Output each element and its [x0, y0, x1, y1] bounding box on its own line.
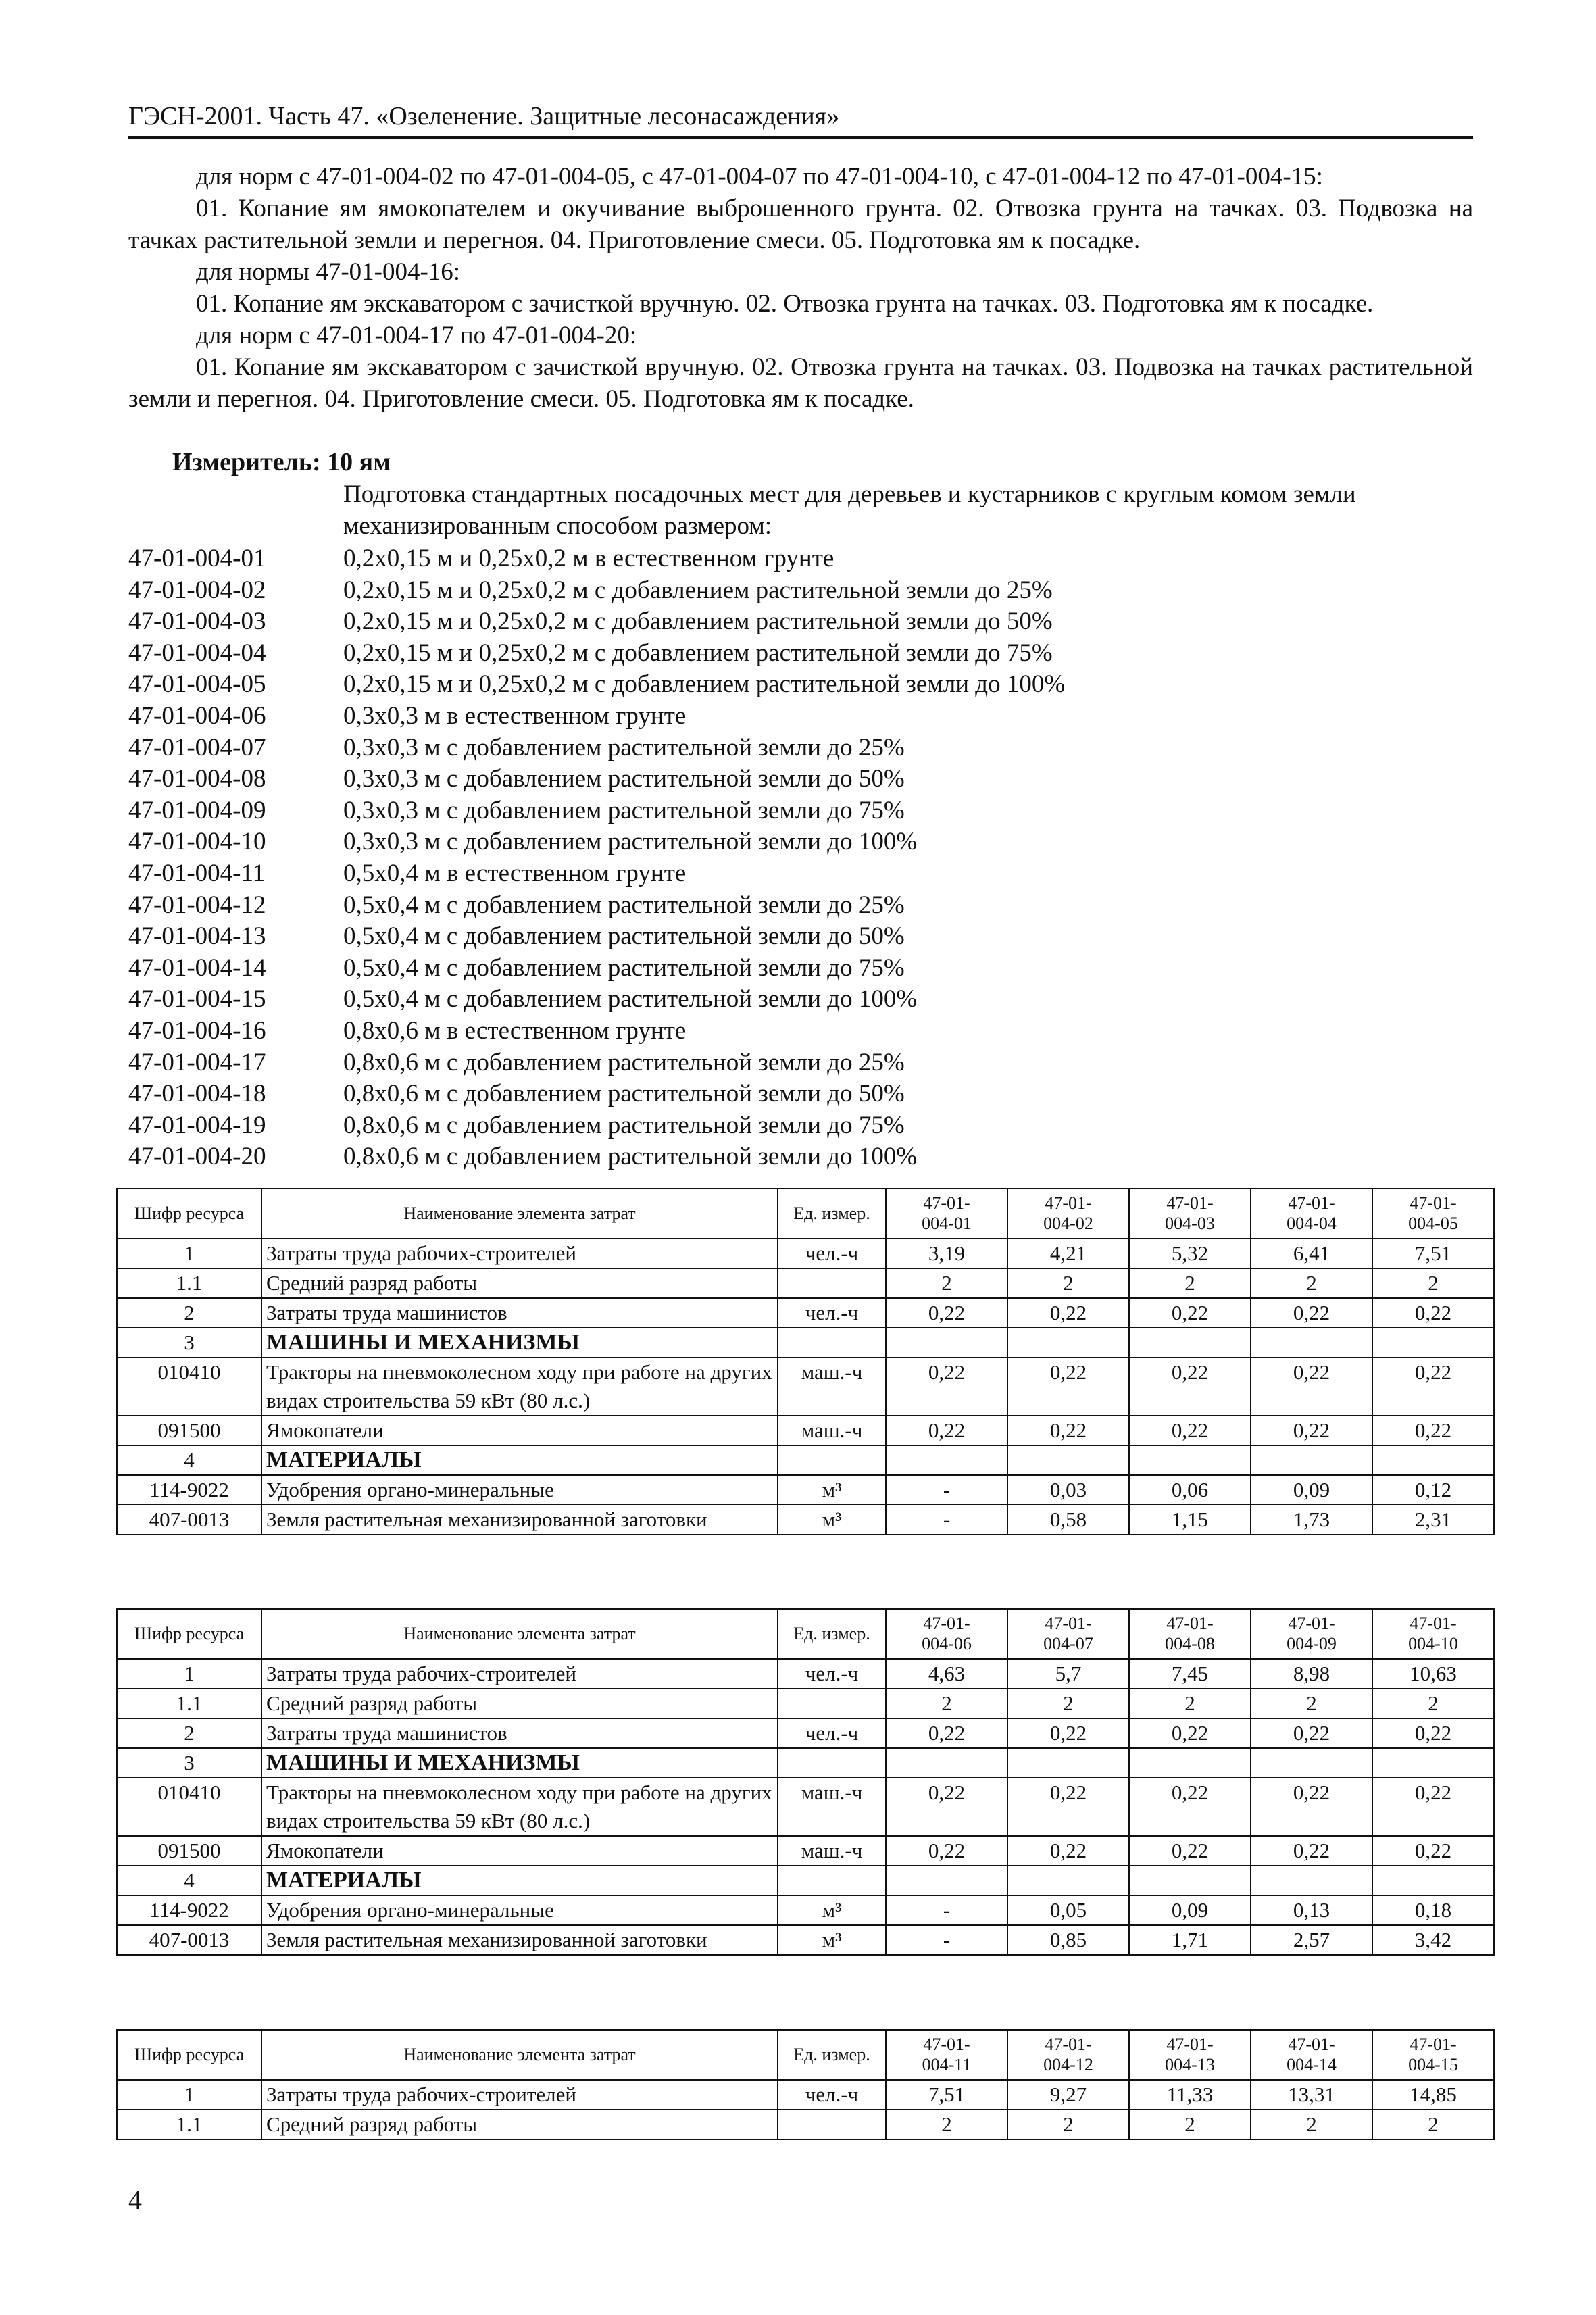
table-row [117, 1866, 1494, 1895]
resource-value: 2 [1007, 1689, 1129, 1718]
norm-code: 47-01-004-02 [128, 576, 266, 604]
resource-unit: маш.-ч [778, 1416, 886, 1445]
resource-value: 0,09 [1251, 1475, 1372, 1505]
norm-code: 47-01-004-04 [128, 639, 266, 667]
table-header-row [117, 2030, 1494, 2080]
resource-value [1007, 1445, 1129, 1475]
norm-text: 0,2x0,15 м и 0,25x0,2 м с добавлением растительной земли до 100% [343, 670, 1066, 699]
header-name: Наименование элемента затрат [261, 2030, 778, 2080]
resource-value: 2 [1129, 1689, 1251, 1718]
work-composition [128, 161, 1473, 415]
norm-row [128, 1110, 1473, 1142]
resource-value [1129, 1866, 1251, 1895]
resource-name: Тракторы на пневмоколесном ходу при работе на других видах строительства 59 кВт (80 л.с.) [261, 1778, 778, 1836]
resource-value: 0,22 [1007, 1358, 1129, 1416]
resource-name: Затраты труда рабочих-строителей [261, 2080, 778, 2110]
resource-value: 6,41 [1251, 1239, 1372, 1268]
resource-unit [778, 1748, 886, 1778]
resource-name: Ямокопатели [261, 1836, 778, 1866]
resource-value [1251, 1866, 1372, 1895]
table-row [117, 1505, 1494, 1535]
resource-name: Затраты труда машинистов [261, 1718, 778, 1748]
resource-value: 4,21 [1007, 1239, 1129, 1268]
resource-unit: м³ [778, 1895, 886, 1925]
header-norm-code: 47-01- 004-01 [886, 1189, 1007, 1239]
resource-value: 0,03 [1007, 1475, 1129, 1505]
norm-text: 0,2x0,15 м и 0,25x0,2 м с добавлением растительной земли до 50% [343, 607, 1053, 636]
resource-value: 2 [1007, 1268, 1129, 1298]
intro-line: для норм с 47-01-004-17 по 47-01-004-20: [196, 322, 637, 349]
resource-value [1129, 1748, 1251, 1778]
norm-row [128, 701, 1473, 732]
intro-line: для норм с 47-01-004-02 по 47-01-004-05, с 47-01-004-07 по 47-01-004-10, с 47-01-004-12 по 47-01-004-15: [196, 163, 1323, 191]
norm-text: 0,2x0,15 м и 0,25x0,2 м с добавлением растительной земли до 25% [343, 576, 1053, 604]
norm-code: 47-01-004-05 [128, 670, 266, 699]
resource-unit: м³ [778, 1925, 886, 1955]
resource-value: 0,22 [1251, 1416, 1372, 1445]
resource-value: 14,85 [1372, 2080, 1494, 2110]
header-code: Шифр ресурса [117, 2030, 261, 2080]
table-header-row [117, 1189, 1494, 1239]
resource-value: 0,22 [1007, 1298, 1129, 1328]
header-name: Наименование элемента затрат [261, 1189, 778, 1239]
resource-value: 1,73 [1251, 1505, 1372, 1535]
resource-code: 4 [117, 1445, 261, 1475]
resource-value [1251, 1748, 1372, 1778]
table-row [117, 1778, 1494, 1836]
norm-code: 47-01-004-14 [128, 953, 266, 982]
header-unit: Ед. измер. [778, 1189, 886, 1239]
resource-value [1372, 1328, 1494, 1358]
resource-value: 0,22 [1251, 1718, 1372, 1748]
norm-code: 47-01-004-20 [128, 1143, 266, 1171]
resource-value: - [886, 1505, 1007, 1535]
resource-unit: маш.-ч [778, 1358, 886, 1416]
resource-name: Средний разряд работы [261, 1689, 778, 1718]
norm-row [128, 890, 1473, 922]
resource-code: 1 [117, 2080, 261, 2110]
intro-line: для нормы 47-01-004-16: [196, 258, 461, 286]
header-code: Шифр ресурса [117, 1609, 261, 1659]
header-norm-code: 47-01- 004-04 [1251, 1189, 1372, 1239]
resource-unit: м³ [778, 1475, 886, 1505]
intro-line: 01. Копание ям экскаватором с зачисткой вручную. 02. Отвозка грунта на тачках. 03. Подвозка на тачках растительной земли и перегноя. 04. Приготовление смеси. 05. Подготовка ям к посадке. [128, 353, 1473, 413]
norm-row [128, 984, 1473, 1016]
resource-value: 0,22 [1129, 1836, 1251, 1866]
norm-text: 0,3x0,3 м с добавлением растительной земли до 25% [343, 733, 905, 762]
norm-row [128, 543, 1473, 575]
resource-table-1 [116, 1188, 1495, 1535]
measure-unit: Измеритель: 10 ям [172, 448, 391, 476]
resource-value: 1,71 [1129, 1925, 1251, 1955]
resource-value: 0,22 [886, 1416, 1007, 1445]
norm-code: 47-01-004-08 [128, 765, 266, 793]
header-norm-code: 47-01- 004-09 [1251, 1609, 1372, 1659]
norm-row [128, 1016, 1473, 1047]
resource-name: Затраты труда машинистов [261, 1298, 778, 1328]
norm-text: 0,2x0,15 м и 0,25x0,2 м в естественном грунте [343, 545, 834, 572]
resource-name: Тракторы на пневмоколесном ходу при работе на других видах строительства 59 кВт (80 л.с.) [261, 1358, 778, 1416]
resource-value: 0,22 [1007, 1778, 1129, 1836]
table-row [117, 1659, 1494, 1689]
norm-code: 47-01-004-10 [128, 828, 266, 856]
resource-value: 0,22 [1372, 1358, 1494, 1416]
header-norm-code: 47-01- 004-08 [1129, 1609, 1251, 1659]
norm-text: 0,8x0,6 м с добавлением растительной земли до 25% [343, 1048, 905, 1076]
resource-value: 2 [1372, 2110, 1494, 2139]
resource-code: 091500 [117, 1836, 261, 1866]
resource-value: 2 [886, 2110, 1007, 2139]
resource-value: 0,22 [1372, 1416, 1494, 1445]
norm-code: 47-01-004-06 [128, 701, 266, 730]
resource-value: 2 [1129, 2110, 1251, 2139]
header-norm-code: 47-01- 004-02 [1007, 1189, 1129, 1239]
norm-code: 47-01-004-17 [128, 1048, 266, 1076]
resource-code: 3 [117, 1328, 261, 1358]
header-norm-code: 47-01- 004-13 [1129, 2030, 1251, 2080]
resource-unit: чел.-ч [778, 2080, 886, 2110]
norm-row [128, 1141, 1473, 1173]
norm-row [128, 826, 1473, 858]
resource-value: 0,06 [1129, 1475, 1251, 1505]
resource-value: 2 [886, 1689, 1007, 1718]
resource-value: 9,27 [1007, 2080, 1129, 2110]
resource-unit: чел.-ч [778, 1718, 886, 1748]
resource-value: 8,98 [1251, 1659, 1372, 1689]
resource-value: 0,13 [1251, 1895, 1372, 1925]
resource-value: 0,22 [1372, 1836, 1494, 1866]
resource-value: 0,05 [1007, 1895, 1129, 1925]
table-row [117, 1239, 1494, 1268]
norm-code: 47-01-004-09 [128, 796, 266, 824]
norm-text: 0,3x0,3 м с добавлением растительной земли до 50% [343, 765, 905, 793]
resource-name: Земля растительная механизированной заготовки [261, 1505, 778, 1535]
norm-text: 0,8x0,6 м с добавлением растительной земли до 100% [343, 1143, 918, 1171]
resource-unit: чел.-ч [778, 1659, 886, 1689]
resource-code: 2 [117, 1718, 261, 1748]
resource-value: 2 [1372, 1689, 1494, 1718]
norm-code: 47-01-004-07 [128, 733, 266, 762]
table-row [117, 1925, 1494, 1955]
resource-value: 2 [886, 1268, 1007, 1298]
resource-value: 2 [1372, 1268, 1494, 1298]
header-norm-code: 47-01- 004-07 [1007, 1609, 1129, 1659]
resource-code: 114-9022 [117, 1895, 261, 1925]
resource-unit [778, 1689, 886, 1718]
resource-value [1007, 1748, 1129, 1778]
resource-name: Удобрения органо-минеральные [261, 1475, 778, 1505]
norm-code: 47-01-004-18 [128, 1080, 266, 1108]
resource-value: 0,22 [1251, 1358, 1372, 1416]
resource-value: 5,32 [1129, 1239, 1251, 1268]
header-name: Наименование элемента затрат [261, 1609, 778, 1659]
table-row [117, 1689, 1494, 1718]
norm-row [128, 669, 1473, 701]
header-norm-code: 47-01- 004-06 [886, 1609, 1007, 1659]
norm-code: 47-01-004-01 [128, 545, 266, 572]
resource-value [1372, 1748, 1494, 1778]
resource-value: 0,22 [886, 1836, 1007, 1866]
resource-value: 0,22 [1129, 1416, 1251, 1445]
resource-code: 2 [117, 1298, 261, 1328]
resource-value: 0,09 [1129, 1895, 1251, 1925]
resource-unit: маш.-ч [778, 1836, 886, 1866]
table-row [117, 1836, 1494, 1866]
resource-value: 0,22 [1007, 1836, 1129, 1866]
resource-code: 1.1 [117, 2110, 261, 2139]
resource-code: 407-0013 [117, 1505, 261, 1535]
resource-value: 0,22 [1129, 1298, 1251, 1328]
resource-value [1129, 1328, 1251, 1358]
header-norm-code: 47-01- 004-11 [886, 2030, 1007, 2080]
resource-value: 1,15 [1129, 1505, 1251, 1535]
header-norm-code: 47-01- 004-14 [1251, 2030, 1372, 2080]
header-norm-code: 47-01- 004-03 [1129, 1189, 1251, 1239]
resource-unit [778, 1328, 886, 1358]
resource-value: 2 [1251, 1268, 1372, 1298]
resource-value: - [886, 1475, 1007, 1505]
norm-text: 0,5x0,4 м с добавлением растительной земли до 50% [343, 922, 905, 951]
header-norm-code: 47-01- 004-05 [1372, 1189, 1494, 1239]
resource-code: 114-9022 [117, 1475, 261, 1505]
norm-row [128, 1078, 1473, 1110]
table-row [117, 1328, 1494, 1358]
table-row [117, 1358, 1494, 1416]
resource-code: 091500 [117, 1416, 261, 1445]
resource-value: 2 [1251, 2110, 1372, 2139]
resource-value: - [886, 1895, 1007, 1925]
resource-name: Средний разряд работы [261, 2110, 778, 2139]
norm-text: 0,5x0,4 м с добавлением растительной земли до 25% [343, 891, 905, 919]
resource-name: МАТЕРИАЛЫ [261, 1445, 778, 1475]
resource-unit [778, 1866, 886, 1895]
resource-value: 0,22 [1372, 1778, 1494, 1836]
resource-code: 010410 [117, 1778, 261, 1836]
resource-value [1372, 1445, 1494, 1475]
resource-value: 2,31 [1372, 1505, 1494, 1535]
resource-value [1251, 1328, 1372, 1358]
resource-value: 0,22 [1372, 1718, 1494, 1748]
resource-name: Средний разряд работы [261, 1268, 778, 1298]
resource-value: 10,63 [1372, 1659, 1494, 1689]
resource-table-2 [116, 1608, 1495, 1956]
resource-unit: м³ [778, 1505, 886, 1535]
table-row [117, 2110, 1494, 2139]
resource-value: 4,63 [886, 1659, 1007, 1689]
norm-code: 47-01-004-03 [128, 607, 266, 636]
norm-row [128, 858, 1473, 890]
table-row [117, 1268, 1494, 1298]
norm-row [128, 764, 1473, 795]
resource-table-3 [116, 2029, 1495, 2140]
resource-value: 0,22 [1129, 1358, 1251, 1416]
resource-unit: чел.-ч [778, 1298, 886, 1328]
resource-value: 0,22 [1129, 1778, 1251, 1836]
resource-name: МАШИНЫ И МЕХАНИЗМЫ [261, 1748, 778, 1778]
norm-row [128, 921, 1473, 953]
norm-row [128, 638, 1473, 670]
table-row [117, 1748, 1494, 1778]
norm-text: 0,2x0,15 м и 0,25x0,2 м с добавлением растительной земли до 75% [343, 639, 1053, 667]
norm-row [128, 606, 1473, 638]
resource-value [1007, 1328, 1129, 1358]
resource-unit [778, 2110, 886, 2139]
resource-value [1372, 1866, 1494, 1895]
resource-value: 2 [1007, 2110, 1129, 2139]
resource-name: МАШИНЫ И МЕХАНИЗМЫ [261, 1328, 778, 1358]
table-row [117, 1445, 1494, 1475]
running-header: ГЭСН-2001. Часть 47. «Озеленение. Защитные лесонасаждения» [128, 101, 1473, 139]
table-row [117, 1895, 1494, 1925]
resource-code: 1.1 [117, 1689, 261, 1718]
resource-value: 7,51 [886, 2080, 1007, 2110]
resource-value: 0,18 [1372, 1895, 1494, 1925]
norm-description: Подготовка стандартных посадочных мест для деревьев и кустарников с круглым комом земли механизированным способом размером: [343, 480, 1356, 540]
resource-code: 1 [117, 1659, 261, 1689]
norm-text: 0,5x0,4 м в естественном грунте [343, 859, 687, 887]
resource-value: 0,22 [1129, 1718, 1251, 1748]
resource-value [886, 1328, 1007, 1358]
norm-code: 47-01-004-13 [128, 922, 266, 951]
resource-code: 1.1 [117, 1268, 261, 1298]
resource-value: 0,12 [1372, 1475, 1494, 1505]
header-norm-code: 47-01- 004-12 [1007, 2030, 1129, 2080]
norm-row [128, 795, 1473, 827]
header-unit: Ед. измер. [778, 1609, 886, 1659]
resource-value: 0,22 [1251, 1778, 1372, 1836]
resource-value [886, 1866, 1007, 1895]
resource-value: 2,57 [1251, 1925, 1372, 1955]
norm-text: 0,8x0,6 м в естественном грунте [343, 1016, 687, 1045]
resource-code: 407-0013 [117, 1925, 261, 1955]
norm-text: 0,8x0,6 м с добавлением растительной земли до 50% [343, 1080, 905, 1108]
intro-line: 01. Копание ям экскаватором с зачисткой вручную. 02. Отвозка грунта на тачках. 03. Подготовка ям к посадке. [196, 290, 1374, 318]
resource-name: Затраты труда рабочих-строителей [261, 1239, 778, 1268]
norm-text: 0,8x0,6 м с добавлением растительной земли до 75% [343, 1111, 905, 1139]
resource-value [886, 1445, 1007, 1475]
resource-value [1007, 1866, 1129, 1895]
resource-value [886, 1748, 1007, 1778]
header-norm-code: 47-01- 004-15 [1372, 2030, 1494, 2080]
page-number: 4 [128, 2185, 142, 2215]
resource-value: 0,22 [886, 1358, 1007, 1416]
header-norm-code: 47-01- 004-10 [1372, 1609, 1494, 1659]
resource-value: 13,31 [1251, 2080, 1372, 2110]
resource-value: 7,51 [1372, 1239, 1494, 1268]
intro-line: 01. Копание ям ямокопателем и окучивание выброшенного грунта. 02. Отвозка грунта на тачках. 03. Подвозка на тачках растительной земли и перегноя. 04. Приготовление смеси. 05. Подготовка ям к посадке. [128, 195, 1473, 254]
norm-code: 47-01-004-19 [128, 1111, 266, 1139]
resource-value: 0,22 [1007, 1416, 1129, 1445]
norm-code: 47-01-004-11 [128, 859, 266, 887]
resource-unit: чел.-ч [778, 1239, 886, 1268]
table-row [117, 1718, 1494, 1748]
header-code: Шифр ресурса [117, 1189, 261, 1239]
resource-value: 0,58 [1007, 1505, 1129, 1535]
resource-value: 7,45 [1129, 1659, 1251, 1689]
resource-value: 3,42 [1372, 1925, 1494, 1955]
resource-value [1129, 1445, 1251, 1475]
resource-code: 1 [117, 1239, 261, 1268]
resource-unit [778, 1268, 886, 1298]
resource-value: 0,85 [1007, 1925, 1129, 1955]
resource-code: 010410 [117, 1358, 261, 1416]
resource-value: 5,7 [1007, 1659, 1129, 1689]
resource-value: 2 [1129, 1268, 1251, 1298]
table-row [117, 2080, 1494, 2110]
table-row [117, 1416, 1494, 1445]
resource-value: 0,22 [1007, 1718, 1129, 1748]
norm-code-list [128, 543, 1473, 1173]
norm-code: 47-01-004-16 [128, 1016, 266, 1045]
norm-text: 0,5x0,4 м с добавлением растительной земли до 75% [343, 953, 905, 982]
resource-name: Земля растительная механизированной заготовки [261, 1925, 778, 1955]
resource-name: Ямокопатели [261, 1416, 778, 1445]
norm-text: 0,3x0,3 м в естественном грунте [343, 701, 687, 730]
norm-row [128, 575, 1473, 607]
resource-name: Удобрения органо-минеральные [261, 1895, 778, 1925]
resource-value: - [886, 1925, 1007, 1955]
resource-value: 0,22 [1251, 1836, 1372, 1866]
resource-name: МАТЕРИАЛЫ [261, 1866, 778, 1895]
resource-code: 4 [117, 1866, 261, 1895]
norm-code: 47-01-004-15 [128, 985, 266, 1014]
resource-value: 11,33 [1129, 2080, 1251, 2110]
resource-code: 3 [117, 1748, 261, 1778]
norm-row [128, 1047, 1473, 1079]
norm-row [128, 732, 1473, 764]
norm-text: 0,3x0,3 м с добавлением растительной земли до 100% [343, 828, 918, 856]
norm-text: 0,3x0,3 м с добавлением растительной земли до 75% [343, 796, 905, 824]
table-header-row [117, 1609, 1494, 1659]
norm-code: 47-01-004-12 [128, 891, 266, 919]
resource-value: 0,22 [1251, 1298, 1372, 1328]
resource-value: 0,22 [886, 1298, 1007, 1328]
norm-row [128, 953, 1473, 985]
resource-value: 2 [1251, 1689, 1372, 1718]
resource-value: 0,22 [886, 1718, 1007, 1748]
resource-value: 0,22 [1372, 1298, 1494, 1328]
resource-value: 0,22 [886, 1778, 1007, 1836]
table-row [117, 1298, 1494, 1328]
table-row [117, 1475, 1494, 1505]
header-unit: Ед. измер. [778, 2030, 886, 2080]
norm-text: 0,5x0,4 м с добавлением растительной земли до 100% [343, 985, 918, 1014]
resource-value [1251, 1445, 1372, 1475]
resource-unit: маш.-ч [778, 1778, 886, 1836]
resource-name: Затраты труда рабочих-строителей [261, 1659, 778, 1689]
resource-value: 3,19 [886, 1239, 1007, 1268]
resource-unit [778, 1445, 886, 1475]
